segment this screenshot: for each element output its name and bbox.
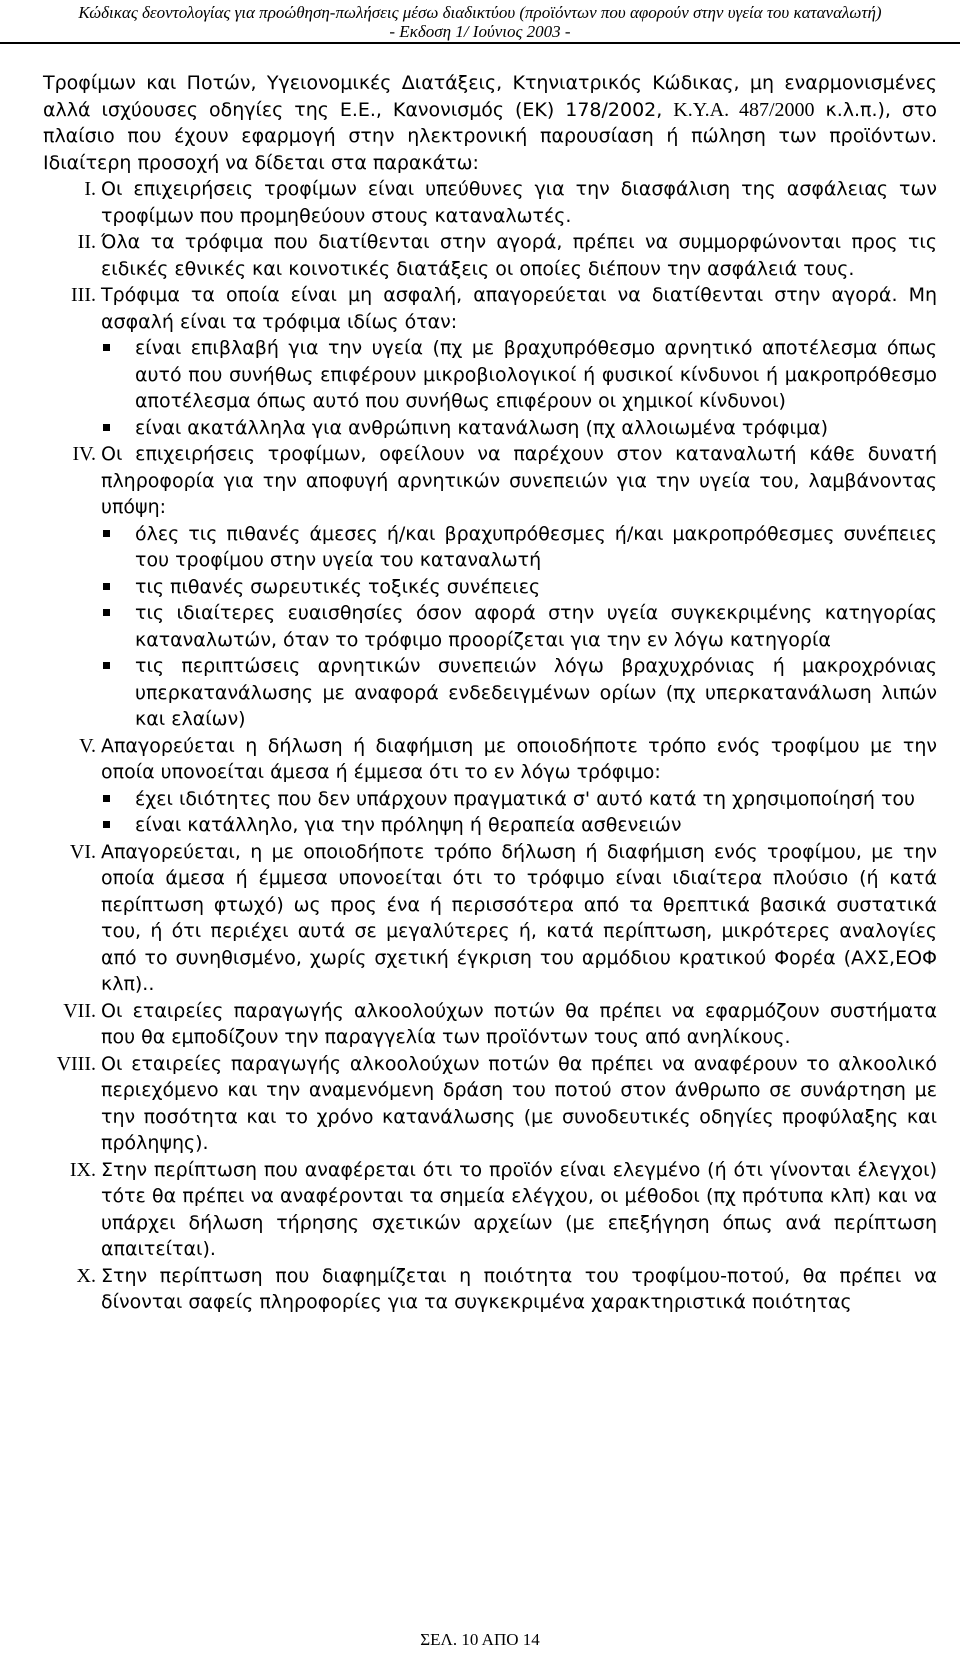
document-header xyxy=(0,0,960,44)
bullet-text: τις ιδιαίτερες ευαισθησίες όσον αφορά στην υγεία συγκεκριμένης κατηγορίας καταναλωτών, όταν το τρόφιμο προορίζεται για την εν λόγω κατηγορία xyxy=(135,602,937,651)
bullet-text: έχει ιδιότητες που δεν υπάρχουν πραγματικά σ' αυτό κατά τη χρησιμοποίησή του xyxy=(135,787,916,810)
bullet-text: είναι ακατάλληλα για ανθρώπινη κατανάλωση (πχ αλλοιωμένα τρόφιμα) xyxy=(135,416,828,439)
item-text: Οι εταιρείες παραγωγής αλκοολούχων ποτών θα πρέπει να αναφέρουν το αλκοολικό περιεχόμενο και την αναμενόμενη δράση του ποτού στον άνθρωπο σε συνάρτηση με την ποσότητα και το χρόνο κατανάλωσης (με συνοδευτικές οδηγίες προφύλαξης και πρόληψης). xyxy=(101,1052,937,1154)
square-bullet-icon xyxy=(103,795,110,802)
bullet-text: είναι κατάλληλο, για την πρόληψη ή θεραπεία ασθενειών xyxy=(135,814,682,836)
page-number: ΣΕΛ. 10 ΑΠΟ 14 xyxy=(420,1630,540,1649)
bullet-text: τις περιπτώσεις αρνητικών συνεπειών λόγω βραχυχρόνιας ή μακροχρόνιας υπερκατανάλωσης με αναφορά ενδεδειγμένων ορίων (πχ υπερκατανάλωση λιπών και ελαίων) xyxy=(135,655,937,730)
list-item xyxy=(43,282,937,441)
bullet-item xyxy=(101,600,937,653)
square-bullet-icon xyxy=(103,662,110,669)
item-number: X. xyxy=(76,1264,96,1287)
square-bullet-icon xyxy=(103,424,110,431)
bullet-text: όλες τις πιθανές άμεσες ή/και βραχυπρόθεσμες ή/και μακροπρόθεσμες συνέπειες του τροφίμου στην υγεία του καταναλωτή xyxy=(135,522,937,571)
list-item xyxy=(43,229,937,282)
list-item xyxy=(43,441,937,733)
item-number: VI. xyxy=(69,840,96,863)
intro-paragraph xyxy=(43,70,937,176)
list-item xyxy=(43,998,937,1051)
item-number: III. xyxy=(71,284,96,306)
header-title: Κώδικας δεοντολογίας για προώθηση-πωλήσεις μέσω διαδικτύου (προϊόντων που αφορούν στην υγεία του καταναλωτή) xyxy=(78,3,882,22)
bullet-list xyxy=(101,335,937,441)
bullet-item xyxy=(101,812,937,839)
item-text: Απαγορεύεται η δήλωση ή διαφήμιση με οποιοδήποτε τρόπο ενός τροφίμου με την οποία υπονοείται άμεσα ή έμμεσα ότι το εν λόγω τρόφιμο: xyxy=(101,734,937,783)
bullet-item xyxy=(101,786,937,813)
square-bullet-icon xyxy=(103,344,110,351)
list-item xyxy=(43,1051,937,1157)
document-body xyxy=(43,70,937,1316)
bullet-list xyxy=(101,786,937,839)
square-bullet-icon xyxy=(103,530,110,537)
list-item xyxy=(43,176,937,229)
square-bullet-icon xyxy=(103,609,110,616)
list-item xyxy=(43,839,937,998)
item-text: Οι εταιρείες παραγωγής αλκοολούχων ποτών θα πρέπει να εφαρμόζουν συστήματα που θα εμποδίζουν την παραγγελία των προϊόντων τους από ανηλίκους. xyxy=(101,999,937,1048)
item-text: Τρόφιμα τα οποία είναι μη ασφαλή, απαγορεύεται να διατίθενται στην αγορά. Μη ασφαλή είναι τα τρόφιμα ιδίως όταν: xyxy=(101,284,937,333)
intro-text-start: Τροφίμων και Ποτών, Υγειονομικές Διατάξεις, Κτηνιατρικός Κώδικας, μη εναρμονισμένες αλλά ισχύουσες οδηγίες της Ε.Ε., Κανονισμός (ΕΚ) 178/2002, xyxy=(43,72,937,121)
bullet-text: τις πιθανές σωρευτικές τοξικές συνέπειες xyxy=(135,575,541,598)
square-bullet-icon xyxy=(103,821,110,828)
bullet-item xyxy=(101,574,937,601)
square-bullet-icon xyxy=(103,583,110,590)
intro-text-end: κ.λ.π.), στο πλαίσιο που έχουν εφαρμογή στην ηλεκτρονική παρουσίαση ή πώληση των προϊόντων. Ιδιαίτερη προσοχή να δίδεται στα παρακάτω: xyxy=(43,98,937,174)
bullet-item xyxy=(101,521,937,574)
item-text: Απαγορεύεται, η με οποιοδήποτε τρόπο δήλωση ή διαφήμιση ενός τροφίμου, με την οποία άμεσα ή έμμεσα υπονοείται ότι το τρόφιμο είναι ιδιαίτερα πλούσιο (ή κατά περίπτωση φτωχό) ως προς ένα ή περισσότερα από τα θρεπτικά βασικά συστατικά του, ή ότι περιέχει αυτά σε μεγαλύτερες ή, κατά περίπτωση, μικρότερες αναλογίες από το συνηθισμένο, χωρίς σχετική έγκριση του αρμόδιου κρατικού Φορέα (ΑΧΣ,ΕΟΦ κλπ).. xyxy=(101,840,937,995)
item-number: IX. xyxy=(69,1158,96,1181)
item-text: Στην περίπτωση που αναφέρεται ότι το προϊόν είναι ελεγμένο (ή ότι γίνονται έλεγχοι) τότε θα πρέπει να αναφέρονται τα σημεία ελέγχου, οι μέθοδοι (πχ πρότυπα κλπ) και να υπάρχει δήλωση τήρησης σχετικών αρχείων (με επεξήγηση όπως ανά περίπτωση απαιτείται). xyxy=(101,1158,937,1260)
list-item xyxy=(43,733,937,839)
bullet-item xyxy=(101,415,937,442)
item-text: Όλα τα τρόφιμα που διατίθενται στην αγορά, πρέπει να συμμορφώνονται προς τις ειδικές εθνικές και κοινοτικές διατάξεις οι οποίες διέπουν την ασφάλειά τους. xyxy=(101,231,937,280)
item-text: Οι επιχειρήσεις τροφίμων, οφείλουν να παρέχουν στον καταναλωτή κάθε δυνατή πληροφορία για την αποφυγή αρνητικών συνεπειών για την υγεία του, λαμβάνοντας υπόψη: xyxy=(101,443,937,518)
list-item xyxy=(43,1263,937,1316)
item-number: II. xyxy=(77,231,96,253)
item-number: V. xyxy=(79,734,96,757)
bullet-text: είναι επιβλαβή για την υγεία (πχ με βραχυπρόθεσμο αρνητικό αποτέλεσμα όπως αυτό που συνήθως επιφέρουν μικροβιολογικοί ή φυσικοί κίνδυνοι ή μακροπρόθεσμο αποτέλεσμα όπως αυτό που συνήθως επιφέρουν οι χημικοί κίνδυνοι) xyxy=(135,337,937,412)
item-number: VIII. xyxy=(56,1052,96,1075)
bullet-list xyxy=(101,521,937,733)
item-number: IV. xyxy=(72,443,96,465)
item-number: I. xyxy=(84,178,96,200)
item-number: VII. xyxy=(63,999,96,1022)
item-text: Οι επιχειρήσεις τροφίμων είναι υπεύθυνες για την διασφάλιση της ασφάλειας των τροφίμων που προμηθεύουν στους καταναλωτές. xyxy=(101,178,937,227)
numbered-list xyxy=(43,176,937,1316)
item-text: Στην περίπτωση που διαφημίζεται η ποιότητα του τροφίμου-ποτού, θα πρέπει να δίνονται σαφείς πληροφορίες για τα συγκεκριμένα χαρακτηριστικά ποιότητας xyxy=(101,1264,937,1313)
header-edition: - Εκδοση 1/ Ιούνιος 2003 - xyxy=(389,22,571,41)
bullet-item xyxy=(101,653,937,733)
bullet-item xyxy=(101,335,937,415)
list-item xyxy=(43,1157,937,1263)
kya-reference: Κ.Υ.Α. 487/2000 xyxy=(673,98,815,121)
